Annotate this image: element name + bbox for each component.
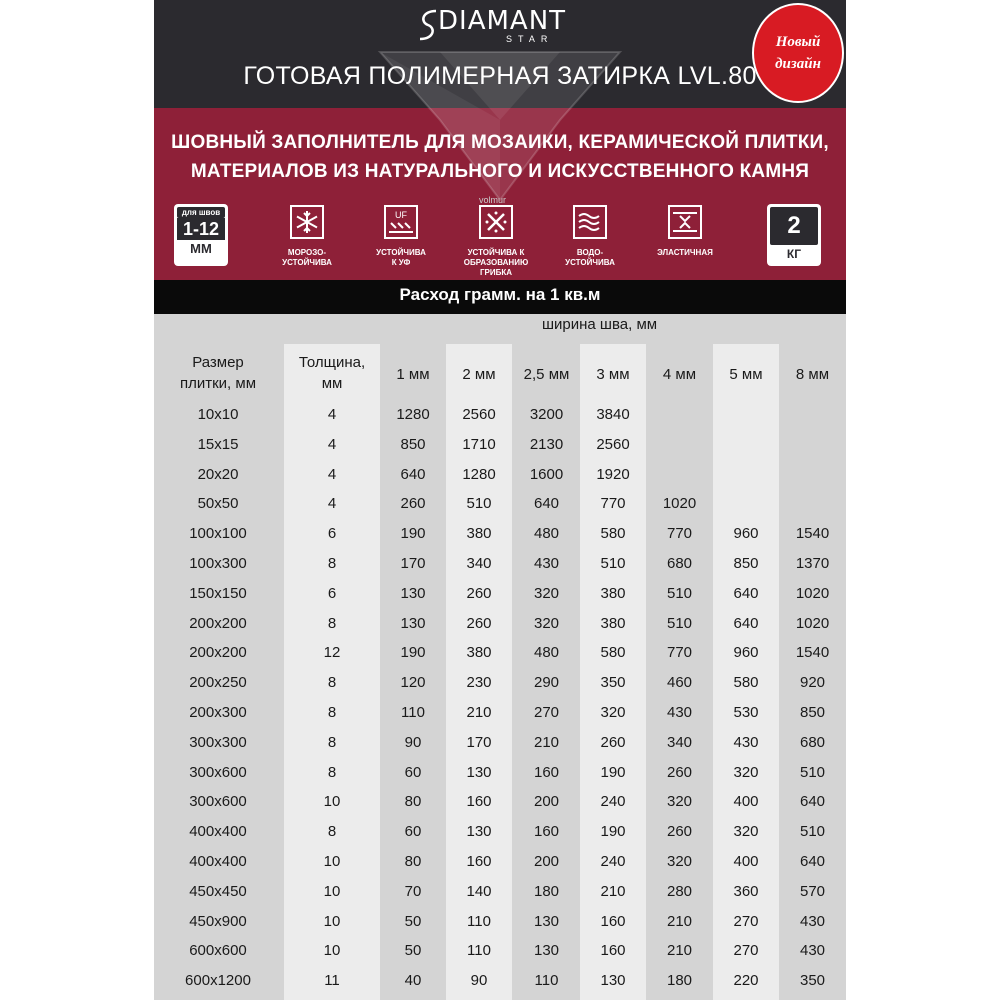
consumption-cell: 510 xyxy=(666,584,693,602)
thickness-cell: 4 xyxy=(327,435,337,453)
consumption-cell: 2130 xyxy=(529,435,564,453)
feature-fungus-label: УСТОЙЧИВА К ОБРАЗОВАНИЮ ГРИБКА xyxy=(463,248,529,277)
header-width-2-5mm: 2,5 мм xyxy=(523,366,570,383)
consumption-cell: 1600 xyxy=(529,465,564,483)
consumption-cell: 510 xyxy=(799,823,826,841)
consumption-cell: 130 xyxy=(400,584,426,602)
consumption-cell: 270 xyxy=(533,704,560,721)
tile-size-cell: 20x20 xyxy=(197,465,239,483)
thickness-cell: 6 xyxy=(327,584,337,602)
consumption-cell: 1540 xyxy=(795,525,830,543)
consumption-cell: 350 xyxy=(799,972,826,990)
consumption-cell: 530 xyxy=(733,704,759,721)
consumption-cell: 1370 xyxy=(795,555,830,572)
tile-size-cell: 400x400 xyxy=(189,823,247,841)
consumption-cell: 130 xyxy=(466,763,492,781)
consumption-cell: 130 xyxy=(400,614,426,632)
snowflake-icon xyxy=(290,205,324,239)
tile-size-cell: 100x100 xyxy=(189,525,247,543)
table-row xyxy=(154,913,846,943)
consumption-cell: 160 xyxy=(466,793,492,811)
consumption-cell: 640 xyxy=(533,495,560,513)
consumption-cell: 90 xyxy=(404,733,422,751)
consumption-cell: 210 xyxy=(533,733,560,751)
thickness-cell: 11 xyxy=(324,972,340,990)
tile-size-cell: 400x400 xyxy=(189,853,247,870)
product-sheet xyxy=(154,0,846,1000)
table-row xyxy=(154,853,846,883)
tile-size-cell: 200x200 xyxy=(189,614,247,632)
weight-chip-unit: КГ xyxy=(786,247,802,261)
consumption-cell: 1920 xyxy=(596,465,630,483)
consumption-cell: 110 xyxy=(534,972,559,990)
tile-size-cell: 600x600 xyxy=(189,942,247,960)
thickness-cell: 12 xyxy=(323,644,341,662)
thickness-cell: 8 xyxy=(327,763,337,781)
thickness-cell: 8 xyxy=(327,823,337,841)
consumption-cell: 190 xyxy=(600,763,626,781)
consumption-cell: 850 xyxy=(733,555,759,572)
new-design-badge xyxy=(752,3,844,103)
consumption-cell: 260 xyxy=(400,495,426,513)
consumption-cell: 190 xyxy=(600,823,626,841)
consumption-cell: 640 xyxy=(400,465,426,483)
consumption-cell: 320 xyxy=(666,853,693,870)
consumption-cell: 320 xyxy=(533,584,560,602)
tile-size-cell: 150x150 xyxy=(189,584,247,602)
consumption-cell: 180 xyxy=(666,972,693,990)
consumption-cell: 1280 xyxy=(462,465,496,483)
consumption-cell: 60 xyxy=(404,823,422,841)
consumption-cell: 850 xyxy=(400,435,426,453)
header-width-3mm: 3 мм xyxy=(596,366,630,383)
thickness-cell: 10 xyxy=(323,942,341,960)
consumption-cell: 640 xyxy=(733,584,759,602)
consumption-cell: 770 xyxy=(666,525,693,543)
consumption-cell: 110 xyxy=(401,704,425,721)
header-tile-size: Размер плитки, мм xyxy=(179,354,257,392)
table-row xyxy=(154,823,846,853)
tile-size-cell: 450x450 xyxy=(189,882,247,900)
table-row xyxy=(154,525,846,555)
consumption-cell: 80 xyxy=(404,853,422,870)
consumption-cell: 380 xyxy=(600,614,626,632)
thickness-cell: 10 xyxy=(323,853,341,870)
table-row xyxy=(154,942,846,972)
header-width-8mm: 8 мм xyxy=(795,366,830,383)
feature-uv-label: УСТОЙЧИВА К УФ xyxy=(376,248,426,267)
consumption-cell: 340 xyxy=(466,555,492,572)
consumption-cell: 270 xyxy=(733,912,759,930)
consumption-cell: 240 xyxy=(600,793,626,811)
table-row xyxy=(154,495,846,525)
consumption-cell: 320 xyxy=(733,763,759,781)
consumption-cell: 210 xyxy=(466,704,492,721)
joint-chip-unit: ММ xyxy=(190,241,212,256)
table-row xyxy=(154,793,846,823)
consumption-cell: 580 xyxy=(600,644,626,662)
consumption-cell: 960 xyxy=(733,525,759,543)
consumption-cell: 320 xyxy=(666,793,693,811)
table-row xyxy=(154,555,846,585)
table-row xyxy=(154,972,846,1000)
consumption-cell: 270 xyxy=(733,942,759,960)
header-width-4mm: 4 мм xyxy=(662,366,697,383)
consumption-cell: 130 xyxy=(466,823,492,841)
consumption-cell: 430 xyxy=(799,912,826,930)
consumption-cell: 160 xyxy=(600,942,626,960)
uv-icon-text: UF xyxy=(395,210,407,220)
consumption-cell: 640 xyxy=(799,853,826,870)
water-icon xyxy=(573,205,607,239)
tile-size-cell: 10x10 xyxy=(197,406,239,423)
consumption-cell: 70 xyxy=(404,882,422,900)
consumption-cell: 680 xyxy=(799,733,826,751)
consumption-title: Расход грамм. на 1 кв.м xyxy=(154,280,846,314)
table-row xyxy=(154,764,846,794)
consumption-cell: 850 xyxy=(799,704,826,721)
consumption-cell: 90 xyxy=(470,972,488,990)
table-row xyxy=(154,734,846,764)
tile-size-cell: 100x300 xyxy=(189,555,247,572)
brand-name: DIAMANT xyxy=(438,6,567,36)
thickness-cell: 8 xyxy=(327,674,337,692)
consumption-cell: 2560 xyxy=(462,406,496,423)
consumption-cell: 1020 xyxy=(795,584,830,602)
consumption-cell: 770 xyxy=(666,644,693,662)
consumption-cell: 510 xyxy=(666,614,693,632)
thickness-cell: 8 xyxy=(327,704,337,721)
consumption-cell: 580 xyxy=(600,525,626,543)
consumption-cell: 1710 xyxy=(462,435,496,453)
consumption-cell: 110 xyxy=(467,912,491,930)
consumption-cell: 290 xyxy=(533,674,560,692)
header-width-1mm: 1 мм xyxy=(396,366,430,383)
tile-size-cell: 200x300 xyxy=(189,704,247,721)
table-row xyxy=(154,674,846,704)
consumption-cell: 510 xyxy=(466,495,492,513)
consumption-cell: 430 xyxy=(799,942,826,960)
consumption-cell: 640 xyxy=(799,793,826,811)
consumption-cell: 1020 xyxy=(662,495,697,513)
consumption-cell: 510 xyxy=(799,763,826,781)
consumption-cell: 60 xyxy=(404,763,422,781)
consumption-cell: 400 xyxy=(733,793,759,811)
table-row xyxy=(154,704,846,734)
table-row xyxy=(154,644,846,674)
tile-size-cell: 600x1200 xyxy=(185,972,251,990)
consumption-cell: 380 xyxy=(600,584,626,602)
header-thickness: Толщина, мм xyxy=(298,354,366,392)
tile-size-cell: 200x200 xyxy=(189,644,247,662)
consumption-cell: 190 xyxy=(400,644,426,662)
table-row xyxy=(154,585,846,615)
header-width-2mm: 2 мм xyxy=(462,366,496,383)
thickness-cell: 4 xyxy=(327,495,337,513)
thickness-cell: 8 xyxy=(327,733,337,751)
consumption-cell: 180 xyxy=(533,882,560,900)
uv-icon xyxy=(384,205,418,239)
subtitle-line-1: ШОВНЫЙ ЗАПОЛНИТЕЛЬ ДЛЯ МОЗАИКИ, КЕРАМИЧЕСКОЙ ПЛИТКИ, xyxy=(171,132,829,153)
consumption-cell: 80 xyxy=(404,793,422,811)
table-row xyxy=(154,466,846,496)
consumption-cell: 140 xyxy=(466,882,492,900)
thickness-cell: 8 xyxy=(327,614,337,632)
consumption-cell: 220 xyxy=(733,972,759,990)
consumption-cell: 400 xyxy=(733,853,759,870)
consumption-cell: 190 xyxy=(400,525,426,543)
consumption-cell: 480 xyxy=(533,525,560,543)
joint-chip-top: для швов xyxy=(177,207,225,218)
consumption-cell: 2560 xyxy=(596,435,630,453)
feature-water-label: ВОДО- УСТОЙЧИВА xyxy=(565,248,615,267)
consumption-cell: 170 xyxy=(400,555,426,572)
consumption-cell: 200 xyxy=(533,793,560,811)
consumption-cell: 1020 xyxy=(795,614,830,632)
brand-sub: STAR xyxy=(506,34,554,44)
header-width-5mm: 5 мм xyxy=(729,366,763,383)
consumption-cell: 580 xyxy=(733,674,759,692)
feature-elastic-label: ЭЛАСТИЧНАЯ xyxy=(657,248,713,257)
consumption-cell: 340 xyxy=(666,733,693,751)
joint-width-chip xyxy=(174,204,228,266)
tile-size-cell: 300x300 xyxy=(189,733,247,751)
thickness-cell: 10 xyxy=(323,793,341,811)
consumption-cell: 260 xyxy=(600,733,626,751)
tile-size-cell: 50x50 xyxy=(197,495,239,513)
thickness-cell: 4 xyxy=(327,465,337,483)
consumption-cell: 170 xyxy=(466,733,492,751)
table-row xyxy=(154,615,846,645)
consumption-cell: 260 xyxy=(666,763,693,781)
brand-logo xyxy=(416,6,586,44)
consumption-cell: 380 xyxy=(466,525,492,543)
consumption-cell: 110 xyxy=(467,942,491,960)
consumption-cell: 230 xyxy=(466,674,492,692)
consumption-cell: 920 xyxy=(799,674,826,692)
consumption-cell: 480 xyxy=(533,644,560,662)
tile-size-cell: 300x600 xyxy=(189,793,247,811)
joint-width-caption: ширина шва, мм xyxy=(542,316,658,333)
consumption-cell: 260 xyxy=(666,823,693,841)
table-row xyxy=(154,406,846,436)
weight-chip-value: 2 xyxy=(770,207,818,245)
thickness-cell: 8 xyxy=(327,555,337,572)
consumption-cell: 130 xyxy=(533,912,560,930)
subtitle-line-2: МАТЕРИАЛОВ ИЗ НАТУРАЛЬНОГО И ИСКУССТВЕННОГО КАМНЯ xyxy=(190,161,810,182)
tile-size-cell: 200x250 xyxy=(189,674,247,692)
consumption-cell: 260 xyxy=(466,614,492,632)
badge-line-1: Новый xyxy=(775,34,821,50)
thickness-cell: 6 xyxy=(327,525,337,543)
consumption-cell: 40 xyxy=(404,972,422,990)
elastic-icon xyxy=(668,205,702,239)
tile-size-cell: 300x600 xyxy=(189,763,247,781)
table-row xyxy=(154,436,846,466)
consumption-cell: 320 xyxy=(533,614,560,632)
thickness-cell: 4 xyxy=(327,406,337,423)
consumption-cell: 320 xyxy=(733,823,759,841)
product-subtitle xyxy=(154,128,846,186)
consumption-cell: 280 xyxy=(666,882,693,900)
consumption-cell: 430 xyxy=(533,555,560,572)
weight-chip xyxy=(767,204,821,266)
consumption-cell: 210 xyxy=(666,912,693,930)
consumption-cell: 160 xyxy=(600,912,626,930)
consumption-cell: 240 xyxy=(600,853,626,870)
consumption-cell: 50 xyxy=(404,912,422,930)
product-title: ГОТОВАЯ ПОЛИМЕРНАЯ ЗАТИРКА LVL.80 xyxy=(243,62,757,90)
consumption-cell: 120 xyxy=(400,674,426,692)
consumption-cell: 770 xyxy=(600,495,626,513)
consumption-cell: 50 xyxy=(404,942,422,960)
consumption-cell: 430 xyxy=(666,704,693,721)
consumption-cell: 680 xyxy=(666,555,693,572)
consumption-cell: 130 xyxy=(533,942,560,960)
consumption-cell: 640 xyxy=(733,614,759,632)
consumption-cell: 210 xyxy=(600,882,626,900)
consumption-cell: 510 xyxy=(600,555,626,572)
consumption-cell: 160 xyxy=(533,763,560,781)
watermark: volmur xyxy=(479,195,507,205)
consumption-cell: 570 xyxy=(799,882,826,900)
thickness-cell: 10 xyxy=(323,882,341,900)
consumption-cell: 960 xyxy=(733,644,759,662)
consumption-cell: 260 xyxy=(466,584,492,602)
consumption-cell: 350 xyxy=(600,674,626,692)
consumption-cell: 160 xyxy=(466,853,492,870)
consumption-cell: 1540 xyxy=(795,644,830,662)
consumption-cell: 200 xyxy=(533,853,560,870)
consumption-cell: 130 xyxy=(600,972,626,990)
tile-size-cell: 15x15 xyxy=(197,435,239,453)
feature-frost-label: МОРОЗО- УСТОЙЧИВА xyxy=(282,248,332,267)
tile-size-cell: 450x900 xyxy=(189,912,247,930)
badge-line-2: дизайн xyxy=(775,56,821,72)
joint-chip-range: 1-12 xyxy=(177,218,225,240)
table-row xyxy=(154,883,846,913)
consumption-cell: 1280 xyxy=(396,406,430,423)
consumption-cell: 430 xyxy=(733,733,759,751)
fungus-icon xyxy=(479,205,513,239)
consumption-cell: 360 xyxy=(733,882,759,900)
consumption-cell: 210 xyxy=(666,942,693,960)
consumption-cell: 3200 xyxy=(529,406,564,423)
consumption-cell: 160 xyxy=(533,823,560,841)
consumption-cell: 460 xyxy=(666,674,693,692)
thickness-cell: 10 xyxy=(323,912,341,930)
logo-mark-icon xyxy=(416,8,440,42)
consumption-cell: 3840 xyxy=(596,406,630,423)
consumption-cell: 380 xyxy=(466,644,492,662)
consumption-cell: 320 xyxy=(600,704,626,721)
